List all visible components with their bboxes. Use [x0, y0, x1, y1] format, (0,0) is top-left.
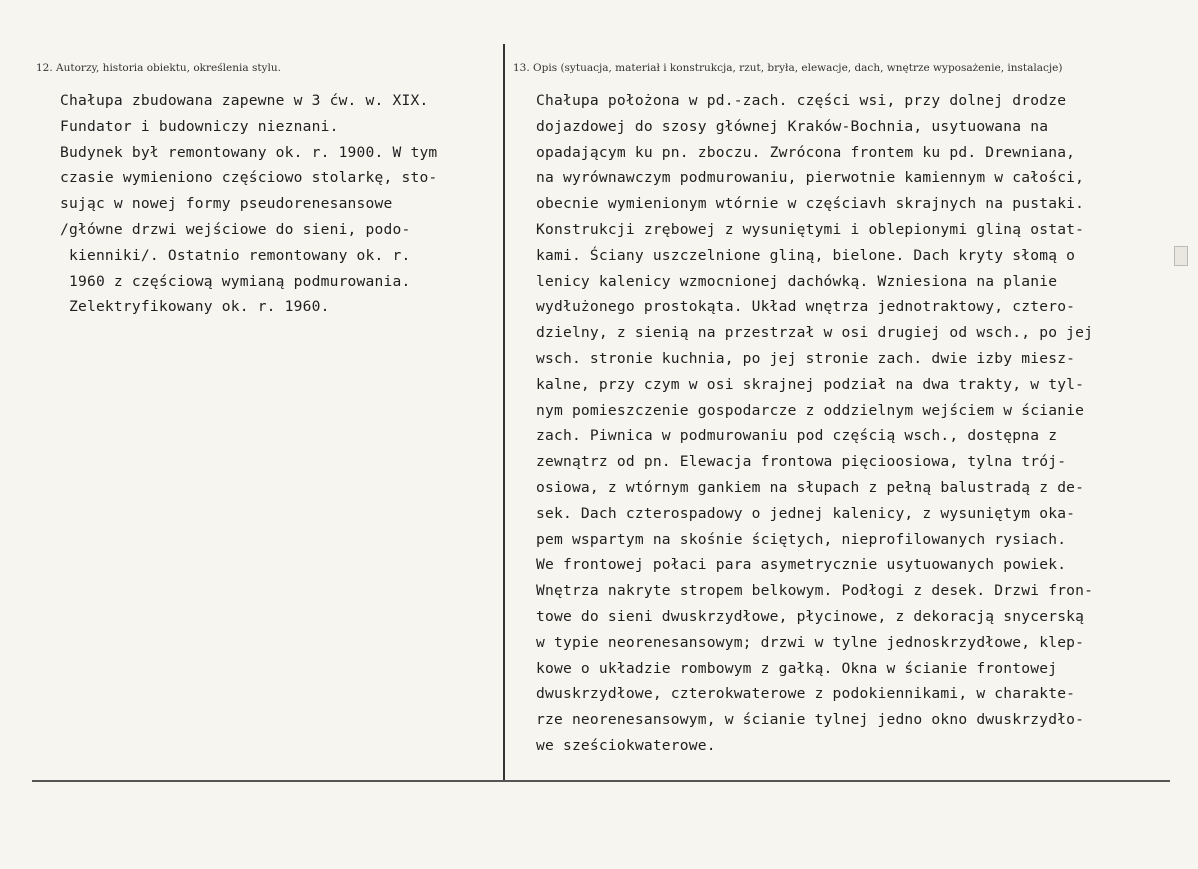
description-line: Konstrukcji zrębowej z wysuniętymi i oblepionymi gliną ostat-	[536, 220, 1085, 238]
description-line: kalne, przy czym w osi skrajnej podział na dwa trakty, w tyl-	[536, 375, 1085, 393]
description-line: osiowa, z wtórnym gankiem na słupach z pełną balustradą z de-	[536, 478, 1085, 496]
description-line: dojazdowej do szosy głównej Kraków-Bochnia, usytuowana na	[536, 117, 1049, 135]
description-line: zewnątrz od pn. Elewacja frontowa pięcioosiowa, tylna trój-	[536, 453, 1067, 471]
history-line: Zelektryfikowany ok. r. 1960.	[60, 298, 330, 316]
description-line: zach. Piwnica w podmurowaniu pod częścią wsch., dostępna z	[536, 427, 1058, 445]
description-line: rze neorenesansowym, w ścianie tylnej jedno okno dwuskrzydło-	[536, 711, 1085, 729]
history-line: sując w nowej formy pseudorenesansowe	[60, 195, 393, 213]
description-line: pem wspartym na skośnie ściętych, nieprofilowanych rysiach.	[536, 530, 1067, 548]
history-line: Chałupa zbudowana zapewne w 3 ćw. w. XIX.	[60, 92, 429, 109]
description-line: dwuskrzydłowe, czterokwaterowe z podokiennikami, w charakte-	[536, 685, 1076, 703]
description-line: na wyrównawczym podmurowaniu, pierwotnie kamiennym w całości,	[536, 169, 1085, 187]
history-line: Fundator i budowniczy nieznani.	[60, 117, 339, 135]
description-line: kami. Ściany uszczelnione gliną, bielone. Dach kryty słomą o	[536, 246, 1076, 264]
description-text	[536, 88, 1176, 759]
description-line: wydłużonego prostokąta. Układ wnętrza jednotraktowy, cztero-	[536, 298, 1076, 316]
description-line: lenicy kalenicy wzmocnionej dachówką. Wzniesiona na planie	[536, 272, 1058, 290]
column-divider	[503, 44, 505, 780]
description-line: nym pomieszczenie gospodarcze z oddzielnym wejściem w ścianie	[536, 401, 1085, 419]
history-line: czasie wymieniono częściowo stolarkę, sto-	[60, 169, 438, 187]
description-line: towe do sieni dwuskrzydłowe, płycinowe, z dekoracją snycerską	[536, 607, 1085, 625]
description-line: opadającym ku pn. zboczu. Zwrócona frontem ku pd. Drewniana,	[536, 143, 1076, 161]
description-line: w typie neorenesansowym; drzwi w tylne jednoskrzydłowe, klep-	[536, 633, 1085, 651]
section-12-heading: 12. Autorzy, historia obiektu, określenia stylu.	[36, 62, 281, 74]
description-line: sek. Dach czterospadowy o jednej kalenicy, z wysuniętym oka-	[536, 504, 1076, 522]
description-line: We frontowej połaci para asymetrycznie usytuowanych powiek.	[536, 556, 1067, 574]
description-line: dzielny, z sienią na przestrzał w osi drugiej od wsch., po jej	[536, 324, 1094, 342]
description-line: Wnętrza nakryte stropem belkowym. Podłogi z desek. Drzwi fron-	[536, 582, 1094, 600]
description-line: kowe o układzie rombowym z gałką. Okna w ścianie frontowej	[536, 659, 1058, 677]
history-line: /główne drzwi wejściowe do sieni, podo-	[60, 220, 411, 238]
description-line: we sześciokwaterowe.	[536, 736, 716, 754]
history-line: kienniki/. Ostatnio remontowany ok. r.	[60, 246, 411, 264]
history-line: Budynek był remontowany ok. r. 1900. W tym	[60, 143, 438, 161]
history-text	[60, 88, 500, 320]
bottom-rule	[32, 780, 1170, 782]
description-line: Chałupa położona w pd.-zach. części wsi, przy dolnej drodze	[536, 92, 1067, 109]
history-line: 1960 z częściową wymianą podmurowania.	[60, 272, 411, 290]
edge-mark	[1174, 246, 1188, 266]
description-line: obecnie wymienionym wtórnie w częściavh skrajnych na pustaki.	[536, 195, 1085, 213]
section-13-heading: 13. Opis (sytuacja, materiał i konstrukcja, rzut, bryła, elewacje, dach, wnętrze wyposażenie, instalacje)	[513, 62, 1063, 74]
description-line: wsch. stronie kuchnia, po jej stronie zach. dwie izby miesz-	[536, 349, 1076, 367]
